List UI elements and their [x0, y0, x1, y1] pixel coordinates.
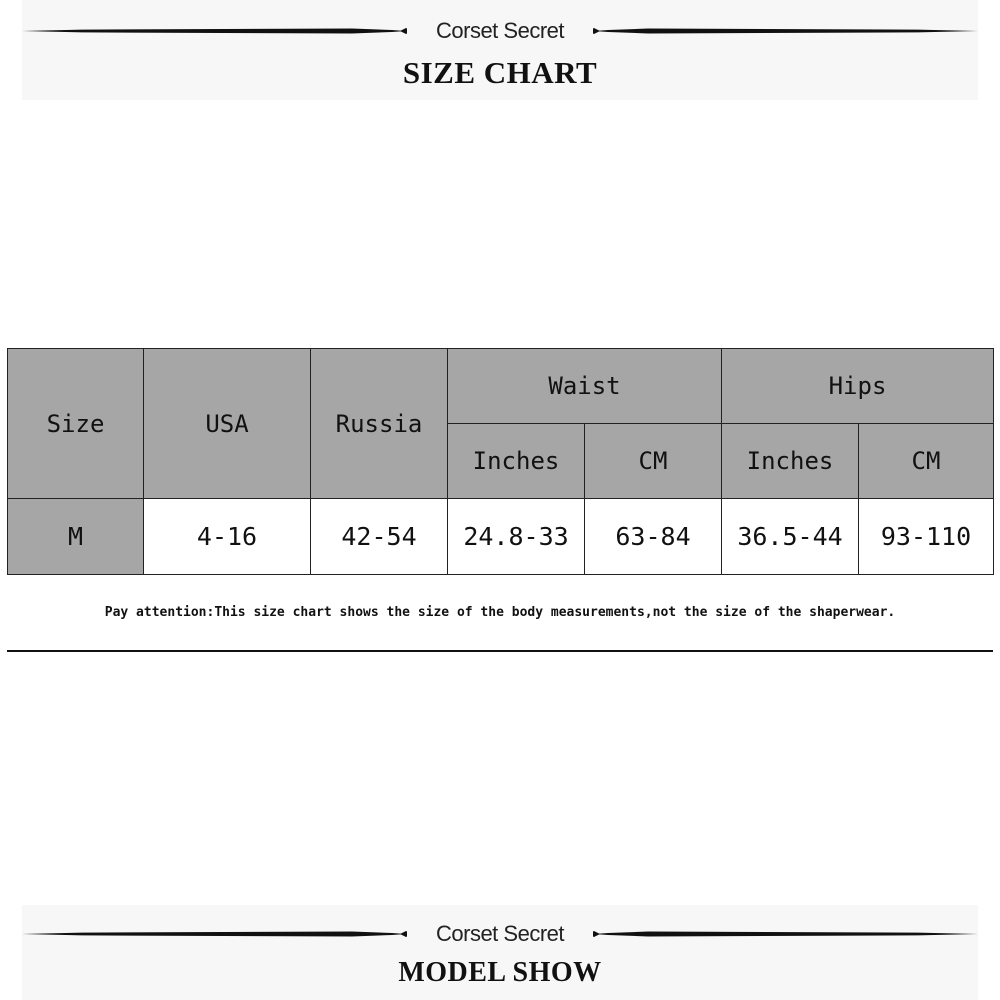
- cell-hips-inches: 36.5-44: [722, 499, 859, 575]
- brand-name: Corset Secret: [436, 18, 564, 43]
- header-hips-inches: Inches: [722, 424, 859, 499]
- size-chart-table: [7, 348, 994, 575]
- header-size: Size: [8, 349, 144, 499]
- header-usa: USA: [144, 349, 311, 499]
- right-ornament-rule: [593, 23, 978, 39]
- right-ornament-rule: [593, 926, 978, 942]
- page-title: SIZE CHART: [402, 55, 598, 90]
- table-row: [8, 499, 994, 575]
- header-russia: Russia: [311, 349, 448, 499]
- divider-line: [7, 650, 993, 652]
- cell-size: M: [8, 499, 144, 575]
- cell-waist-inches: 24.8-33: [448, 499, 585, 575]
- section-title: MODEL SHOW: [398, 957, 602, 988]
- header-waist-cm: CM: [585, 424, 722, 499]
- cell-russia: 42-54: [311, 499, 448, 575]
- brand-row: [22, 919, 978, 949]
- header-hips-cm: CM: [859, 424, 994, 499]
- header-waist: Waist: [448, 349, 722, 424]
- header-hips: Hips: [722, 349, 994, 424]
- brand-row: [22, 16, 978, 46]
- cell-usa: 4-16: [144, 499, 311, 575]
- cell-waist-cm: 63-84: [585, 499, 722, 575]
- cell-hips-cm: 93-110: [859, 499, 994, 575]
- header-band: [22, 0, 978, 100]
- header-waist-inches: Inches: [448, 424, 585, 499]
- header-row-1: [8, 349, 994, 424]
- footer-band: [22, 905, 978, 1000]
- brand-name: Corset Secret: [436, 921, 564, 946]
- measurement-note: Pay attention:This size chart shows the size of the body measurements,not the size of the shaperwear.: [104, 605, 896, 620]
